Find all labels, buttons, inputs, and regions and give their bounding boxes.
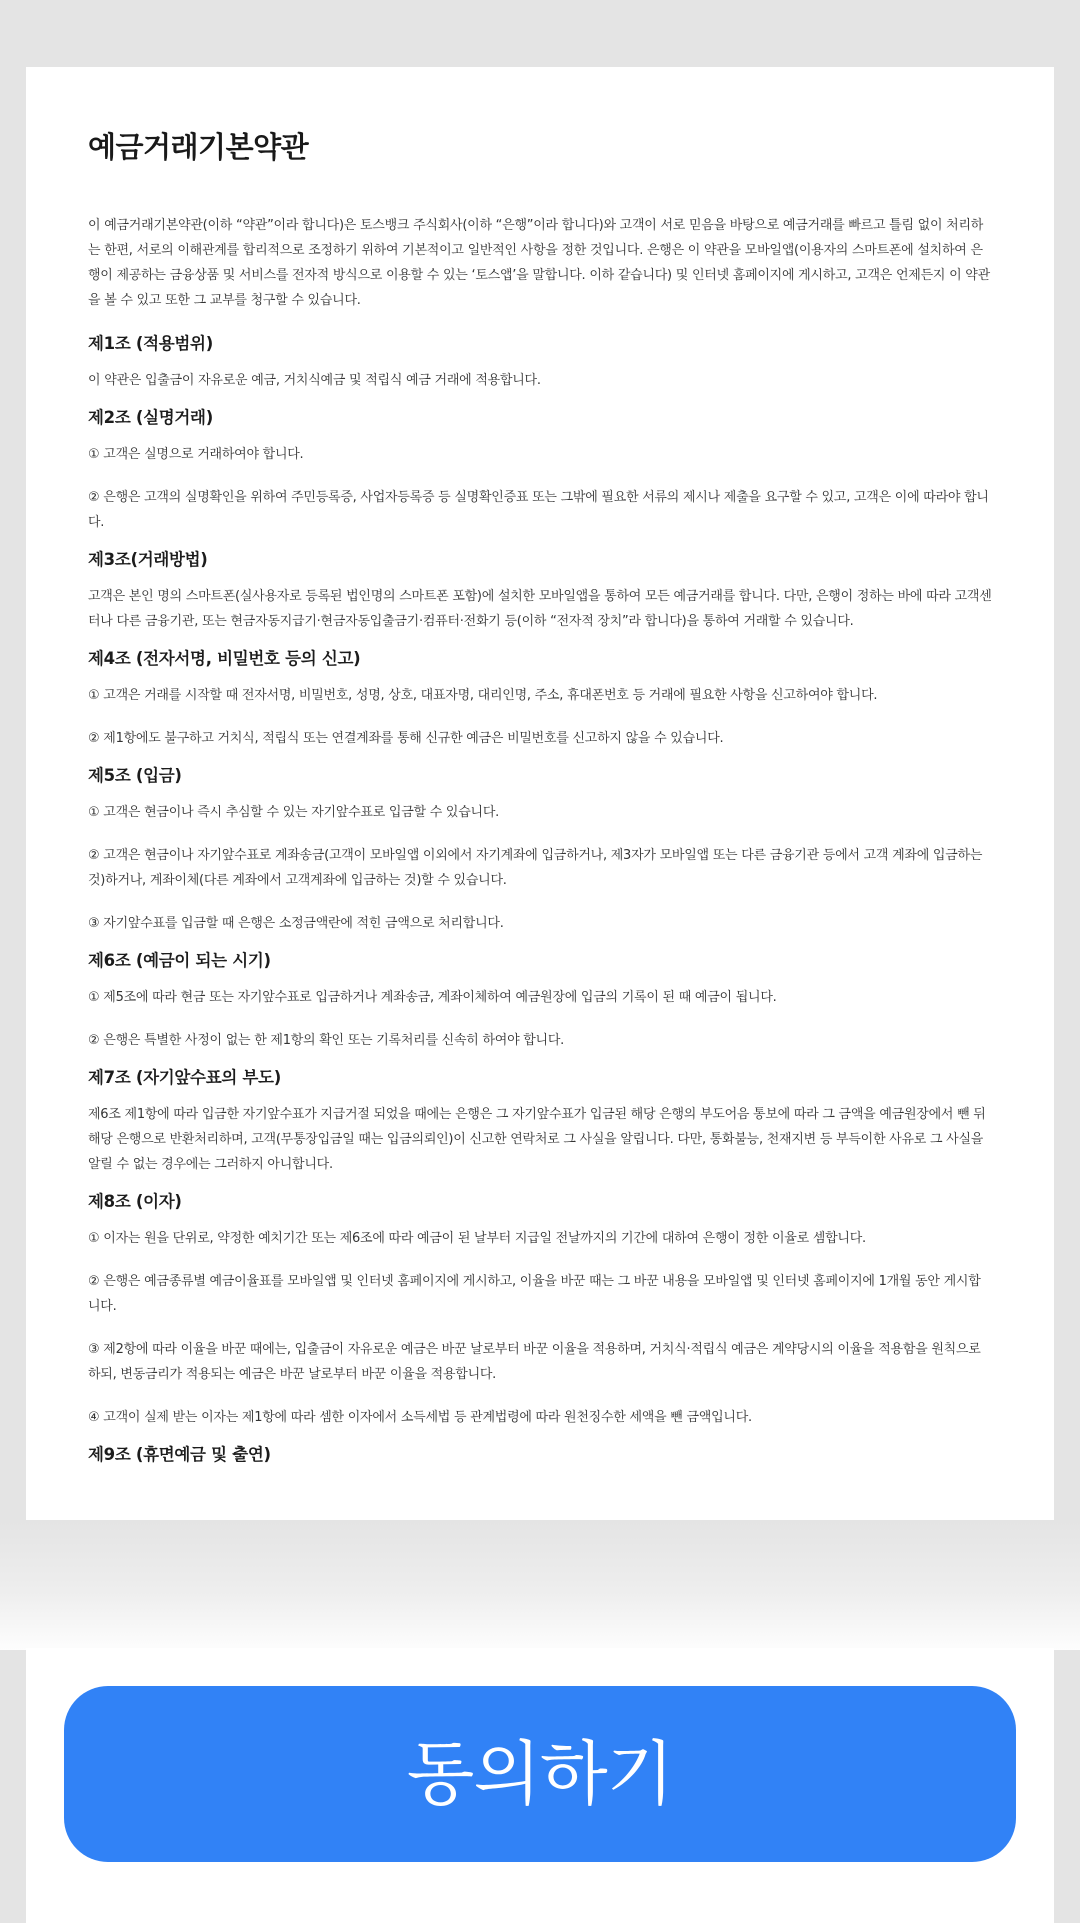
article-title: 제5조 (입금) (88, 765, 182, 785)
article-paragraph: ② 제1항에도 불구하고 거치식, 적립식 또는 연결계좌를 통해 신규한 예금은 비밀번호를 신고하지 않을 수 있습니다. (88, 730, 724, 746)
article-paragraph: ③ 자기앞수표를 입금할 때 은행은 소정금액란에 적힌 금액으로 처리합니다. (88, 915, 504, 931)
article-section (88, 646, 992, 751)
article-body (88, 442, 992, 535)
article-title: 제9조 (휴면예금 및 출연) (88, 1444, 271, 1464)
article-paragraph: ② 은행은 특별한 사정이 없는 한 제1항의 확인 또는 기록처리를 신속히 하여야 합니다. (88, 1032, 565, 1048)
article-section (88, 763, 992, 936)
article-section (88, 948, 992, 1053)
article-title: 제8조 (이자) (88, 1191, 182, 1211)
article-section (88, 1189, 992, 1430)
intro-paragraph: 이 예금거래기본약관(이하 “약관”이라 합니다)은 토스뱅크 주식회사(이하 “은행”이라 합니다)와 고객이 서로 믿음을 바탕으로 예금거래를 빠르고 틀림 없이 처리하는 한편, 서로의 이해관계를 합리적으로 조정하기 위하여 기본적이고 일반적인 사항을 정한 것입니다. 은행은 이 약관을 모바일앱(이용자의 스마트폰에 설치하여 은행이 제공하는 금융상품 및 서비스를 전자적 방식으로 이용할 수 있는 ‘토스앱’을 말합니다. 이하 같습니다) 및 인터넷 홈페이지에 게시하고, 고객은 언제든지 이 약관을 볼 수 있고 또한 그 교부를 청구할 수 있습니다. (88, 217, 990, 308)
article-body (88, 1102, 992, 1177)
articles-list (88, 331, 992, 1467)
agree-button[interactable]: 동의하기 (64, 1686, 1016, 1862)
article-section (88, 1442, 992, 1467)
article-title: 제4조 (전자서명, 비밀번호 등의 신고) (88, 648, 361, 668)
article-title: 제2조 (실명거래) (88, 407, 213, 427)
article-body (88, 584, 992, 634)
article-paragraph: ① 고객은 실명으로 거래하여야 합니다. (88, 446, 304, 462)
article-paragraph: ① 이자는 원을 단위로, 약정한 예치기간 또는 제6조에 따라 예금이 된 날부터 지급일 전날까지의 기간에 대하여 은행이 정한 이율로 셈합니다. (88, 1230, 866, 1246)
scroll-fade (0, 1520, 1080, 1650)
article-body (88, 683, 992, 751)
article-paragraph: 고객은 본인 명의 스마트폰(실사용자로 등록된 법인명의 스마트폰 포함)에 설치한 모바일앱을 통하여 모든 예금거래를 합니다. 다만, 은행이 정하는 바에 따라 고객센터나 다른 금융기관, 또는 현금자동지급기·현금자동입출금기·컴퓨터·전화기 등(이하 “전자적 장치”라 합니다)을 통하여 거래할 수 있습니다. (88, 588, 992, 629)
document-title: 예금거래기본약관 (88, 130, 309, 164)
article-section (88, 331, 992, 393)
article-body (88, 800, 992, 936)
terms-card[interactable] (26, 67, 1054, 1520)
article-paragraph: ④ 고객이 실제 받는 이자는 제1항에 따라 셈한 이자에서 소득세법 등 관계법령에 따라 원천징수한 세액을 뺀 금액입니다. (88, 1409, 752, 1425)
article-paragraph: ② 은행은 고객의 실명확인을 위하여 주민등록증, 사업자등록증 등 실명확인증표 또는 그밖에 필요한 서류의 제시나 제출을 요구할 수 있고, 고객은 이에 따라야 합니다. (88, 489, 989, 530)
article-body (88, 368, 992, 393)
article-paragraph: ① 고객은 거래를 시작할 때 전자서명, 비밀번호, 성명, 상호, 대표자명, 대리인명, 주소, 휴대폰번호 등 거래에 필요한 사항을 신고하여야 합니다. (88, 687, 878, 703)
article-paragraph: ② 고객은 현금이나 자기앞수표로 계좌송금(고객이 모바일앱 이외에서 자기계좌에 입금하거나, 제3자가 모바일앱 또는 다른 금융기관 등에서 고객 계좌에 입금하는 것)하거나, 계좌이체(다른 계좌에서 고객계좌에 입금하는 것)할 수 있습니다. (88, 847, 983, 888)
article-section (88, 1065, 992, 1177)
article-title: 제6조 (예금이 되는 시기) (88, 950, 271, 970)
article-section (88, 405, 992, 535)
article-section (88, 547, 992, 634)
article-body (88, 985, 992, 1053)
article-title: 제1조 (적용범위) (88, 333, 213, 353)
article-paragraph: ③ 제2항에 따라 이율을 바꾼 때에는, 입출금이 자유로운 예금은 바꾼 날로부터 바꾼 이율을 적용하며, 거치식·적립식 예금은 계약당시의 이율을 적용함을 원칙으로 하되, 변동금리가 적용되는 예금은 바꾼 날로부터 바꾼 이율을 적용합니다. (88, 1341, 981, 1382)
article-paragraph: 이 약관은 입출금이 자유로운 예금, 거치식예금 및 적립식 예금 거래에 적용합니다. (88, 372, 541, 388)
article-body (88, 1226, 992, 1430)
article-title: 제7조 (자기앞수표의 부도) (88, 1067, 281, 1087)
article-paragraph: ② 은행은 예금종류별 예금이율표를 모바일앱 및 인터넷 홈페이지에 게시하고, 이율을 바꾼 때는 그 바꾼 내용을 모바일앱 및 인터넷 홈페이지에 1개월 동안 게시합니다. (88, 1273, 981, 1314)
article-title: 제3조(거래방법) (88, 549, 208, 569)
article-paragraph: ① 제5조에 따라 현금 또는 자기앞수표로 입금하거나 계좌송금, 계좌이체하여 예금원장에 입금의 기록이 된 때 예금이 됩니다. (88, 989, 777, 1005)
article-paragraph: 제6조 제1항에 따라 입금한 자기앞수표가 지급거절 되었을 때에는 은행은 그 자기앞수표가 입금된 해당 은행의 부도어음 통보에 따라 그 금액을 예금원장에서 뺀 뒤 해당 은행으로 반환처리하며, 고객(무통장입금일 때는 입금의뢰인)이 신고한 연락처로 그 사실을 알립니다. 다만, 통화불능, 천재지변 등 부득이한 사유로 그 사실을 알릴 수 없는 경우에는 그러하지 아니합니다. (88, 1106, 986, 1172)
article-paragraph: ① 고객은 현금이나 즉시 추심할 수 있는 자기앞수표로 입금할 수 있습니다. (88, 804, 500, 820)
